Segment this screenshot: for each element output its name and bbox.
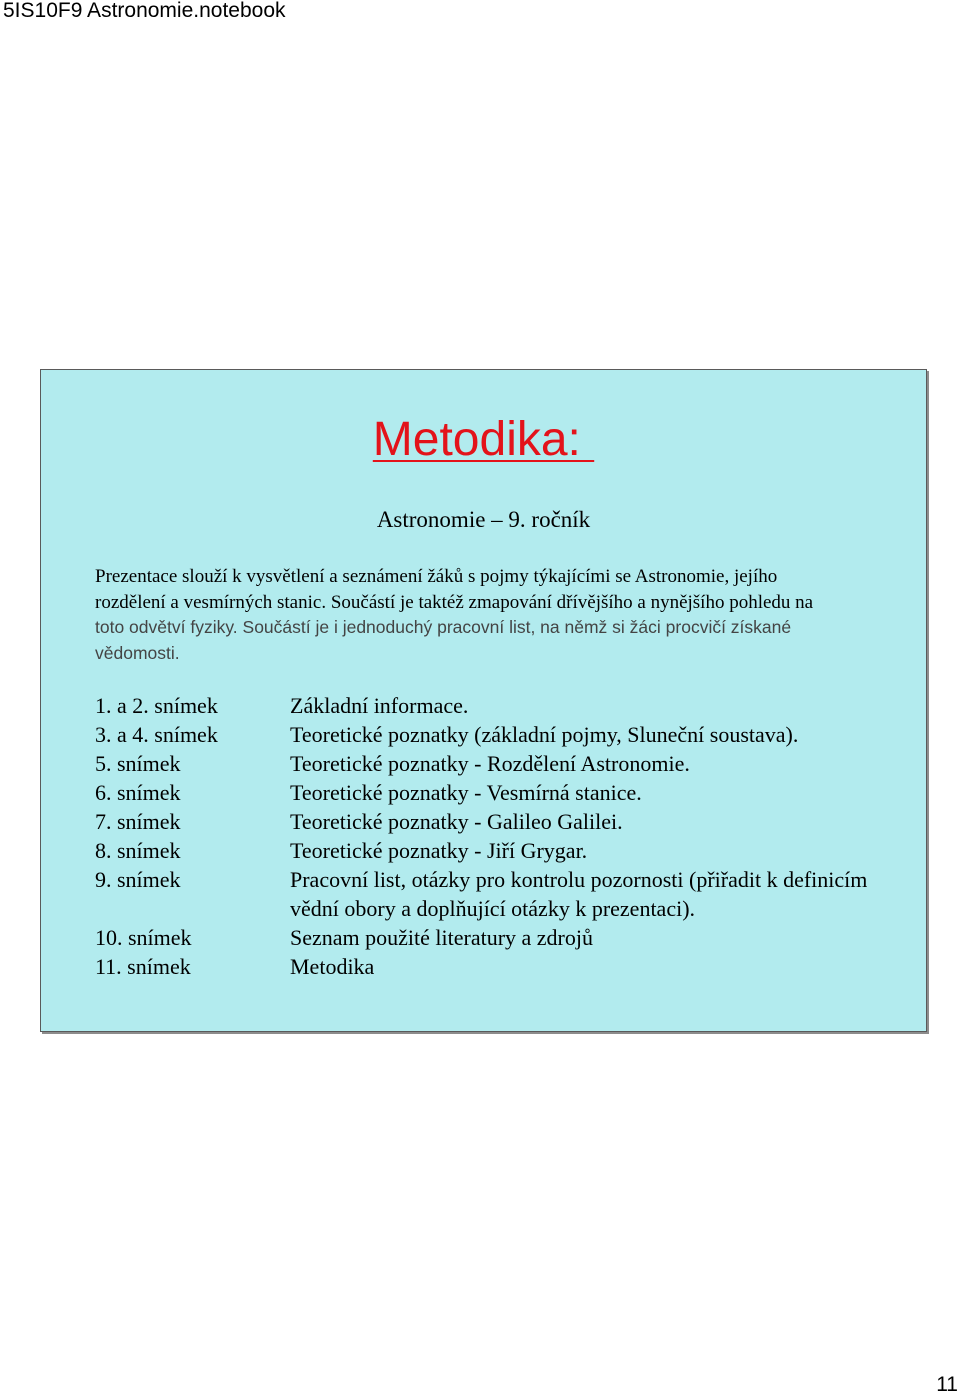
contents-row	[95, 749, 927, 778]
contents-row	[95, 778, 927, 807]
contents-row-description: Základní informace.	[290, 693, 469, 718]
contents-row-description-line-1: Pracovní list, otázky pro kontrolu pozornosti (přiřadit k definicím	[290, 867, 868, 892]
intro-line-3b: Součástí je i jednoduchý pracovní list, na němž si žáci procvičí získané	[237, 617, 792, 637]
contents-row	[95, 865, 927, 923]
slide-subtitle: Astronomie – 9. ročník	[376, 507, 591, 532]
contents-row-description	[290, 865, 867, 923]
contents-row-description: Teoretické poznatky - Vesmírná stanice.	[290, 780, 642, 805]
contents-row	[95, 836, 927, 865]
contents-row-number: 3. a 4. snímek	[95, 722, 218, 747]
contents-row-number: 1. a 2. snímek	[95, 693, 218, 718]
contents-row-number: 9. snímek	[95, 867, 181, 892]
contents-row-description: Teoretické poznatky (základní pojmy, Sluneční soustava).	[290, 722, 799, 747]
contents-row	[95, 952, 927, 981]
contents-list	[95, 691, 927, 981]
slide-title: Metodika:	[372, 413, 595, 466]
contents-row	[95, 691, 927, 720]
document-title: 5IS10F9 Astronomie.notebook	[3, 0, 286, 22]
contents-row-description: Teoretické poznatky - Jiří Grygar.	[290, 838, 588, 863]
slide	[40, 369, 927, 1032]
contents-row-number: 11. snímek	[95, 954, 191, 979]
intro-line-4: vědomosti.	[95, 642, 180, 663]
contents-row-description: Metodika	[290, 954, 375, 979]
intro-line-3: toto odvětví fyziky.	[95, 617, 238, 637]
contents-row-description: Teoretické poznatky - Rozdělení Astronomie.	[290, 751, 690, 776]
contents-row	[95, 923, 927, 952]
intro-paragraph	[95, 564, 927, 666]
intro-line-2b: Součástí je taktéž zmapování dřívějšího a nynějšího pohledu na	[326, 591, 814, 613]
contents-row-number: 5. snímek	[95, 751, 181, 776]
contents-row	[95, 720, 927, 749]
page-number: 11	[936, 1373, 958, 1396]
contents-row-number: 6. snímek	[95, 780, 181, 805]
contents-row-description: Teoretické poznatky - Galileo Galilei.	[290, 809, 623, 834]
contents-row-number: 10. snímek	[95, 925, 192, 950]
intro-line-1: Prezentace slouží k vysvětlení a seznámení žáků s pojmy týkajícími se Astronomie, jejího	[95, 566, 778, 587]
contents-row-description-line-2: vědní obory a doplňující otázky k prezentaci).	[290, 896, 696, 921]
contents-row-description: Seznam použité literatury a zdrojů	[290, 925, 593, 950]
intro-line-2a: rozdělení a vesmírných stanic.	[95, 591, 327, 613]
contents-row-number: 7. snímek	[95, 809, 181, 834]
contents-row-number: 8. snímek	[95, 838, 181, 863]
contents-row	[95, 807, 927, 836]
